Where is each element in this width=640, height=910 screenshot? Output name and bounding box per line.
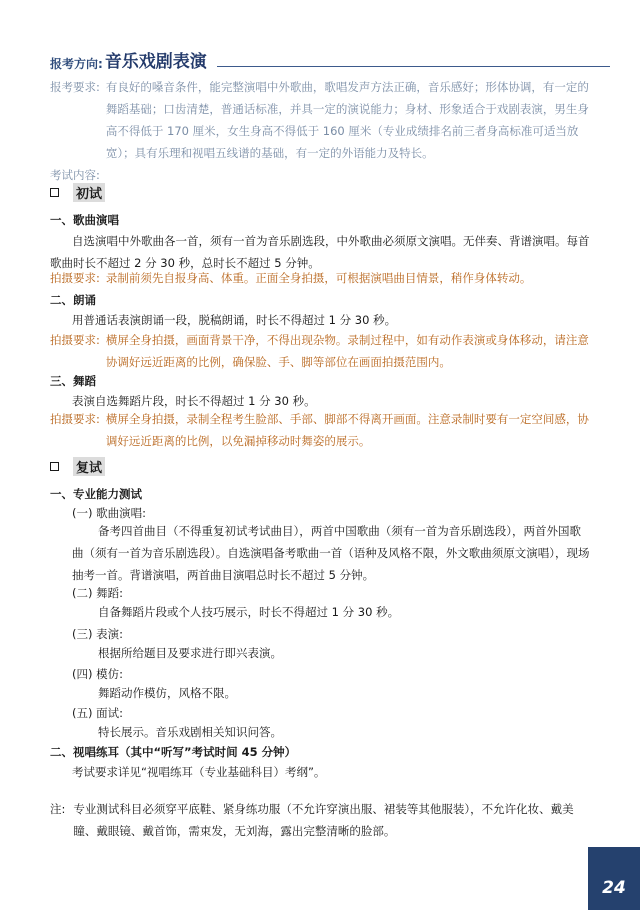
recitation-shoot-text: 横屏全身拍摄，画面背景干净，不得出现杂物。录制过程中，如有动作表演或身体移动，请注意协调好远近距离的比例，确保脸、手、脚等部位在画面拍摄范围内。 bbox=[105, 333, 589, 369]
item-1-label: (一) 歌曲演唱: bbox=[72, 506, 147, 520]
item-4-label: (四) 模仿: bbox=[72, 667, 124, 681]
second-round-heading bbox=[50, 456, 105, 476]
first-round-title: 初试 bbox=[73, 183, 105, 202]
note-block bbox=[50, 798, 590, 842]
professional-heading: 一、专业能力测试 bbox=[50, 487, 142, 501]
recitation-text: 用普通话表演朗诵一段，脱稿朗诵，时长不得超过 1 分 30 秒。 bbox=[72, 313, 397, 327]
requirements-text: 有良好的嗓音条件，能完整演唱中外歌曲，歌唱发声方法正确，音乐感好；形体协调，有一定的舞蹈基础；口齿清楚，普通话标准，并具一定的演说能力；身材、形象适合于戏剧表演，男生身高不得低于 170 厘米，女生身高不得低于 160 厘米（专业成绩排名前三者身高标准可适当放宽）；具有乐理和视唱五线谱的基础，有一定的外语能力及特长。 bbox=[105, 80, 589, 160]
item-2-text: 自备舞蹈片段或个人技巧展示，时长不得超过 1 分 30 秒。 bbox=[98, 605, 400, 619]
second-round-title: 复试 bbox=[73, 457, 105, 476]
item-4-text: 舞蹈动作模仿，风格不限。 bbox=[98, 686, 236, 700]
page-number: 24 bbox=[588, 847, 640, 910]
dance-shoot-text: 横屏全身拍摄，录制全程考生脸部、手部、脚部不得离开画面。注意录制时要有一定空间感，协调好远近距离的比例，以免漏掉移动时舞姿的展示。 bbox=[105, 412, 589, 448]
recitation-shoot-req bbox=[50, 329, 590, 373]
singing-shoot-text: 录制前须先自报身高、体重。正面全身拍摄，可根据演唱曲目情景，稍作身体转动。 bbox=[105, 271, 532, 285]
requirements-block bbox=[50, 76, 590, 186]
item-3-text: 根据所给题目及要求进行即兴表演。 bbox=[98, 646, 282, 660]
item-3-label: (三) 表演: bbox=[72, 627, 124, 641]
dance-text: 表演自选舞蹈片段，时长不得超过 1 分 30 秒。 bbox=[72, 394, 316, 408]
recitation-shoot-key: 拍摄要求: bbox=[50, 333, 100, 347]
singing-heading: 一、歌曲演唱 bbox=[50, 213, 119, 227]
note-key: 注: bbox=[50, 802, 66, 816]
item-1-text: 备考四首曲目（不得重复初试考试曲目），两首中国歌曲（须有一首为音乐剧选段），两首外国歌曲（须有一首为音乐剧选段）。自选演唱备考歌曲一首（语种及风格不限，外文歌曲须原文演唱），现场抽考一首。背谱演唱，两首曲目演唱总时长不超过 5 分钟。 bbox=[72, 524, 590, 582]
item-2-label: (二) 舞蹈: bbox=[72, 586, 124, 600]
sight-singing-text: 考试要求详见“视唱练耳（专业基础科目）考纲”。 bbox=[72, 765, 326, 779]
page-header bbox=[50, 48, 610, 72]
header-label: 报考方向: bbox=[50, 57, 103, 71]
dance-heading: 三、舞蹈 bbox=[50, 374, 96, 388]
singing-text: 自选演唱中外歌曲各一首，须有一首为音乐剧选段，中外歌曲必须原文演唱。无伴奏、背谱演唱。每首歌曲时长不超过 2 分 30 秒，总时长不超过 5 分钟。 bbox=[50, 234, 590, 270]
header-rule bbox=[217, 66, 610, 67]
dance-shoot-req bbox=[50, 408, 590, 452]
checkbox-icon bbox=[50, 462, 59, 471]
exam-content-label: 考试内容: bbox=[50, 168, 100, 182]
singing-shoot-key: 拍摄要求: bbox=[50, 271, 100, 285]
item-5-label: (五) 面试: bbox=[72, 706, 124, 720]
checkbox-icon bbox=[50, 188, 59, 197]
sight-singing-heading: 二、视唱练耳（其中“听写”考试时间 45 分钟） bbox=[50, 745, 297, 759]
page-title: 音乐戏剧表演 bbox=[104, 52, 207, 72]
requirements-key: 报考要求: bbox=[50, 80, 100, 94]
first-round-heading bbox=[50, 182, 105, 202]
note-text: 专业测试科目必须穿平底鞋、紧身练功服（不允许穿演出服、裙装等其他服装），不允许化妆、戴美瞳、戴眼镜、戴首饰，需束发，无刘海，露出完整清晰的脸部。 bbox=[73, 802, 574, 838]
item-5-text: 特长展示。音乐戏剧相关知识问答。 bbox=[98, 725, 282, 739]
recitation-heading: 二、朗诵 bbox=[50, 293, 96, 307]
dance-shoot-key: 拍摄要求: bbox=[50, 412, 100, 426]
singing-shoot-req bbox=[50, 268, 531, 288]
